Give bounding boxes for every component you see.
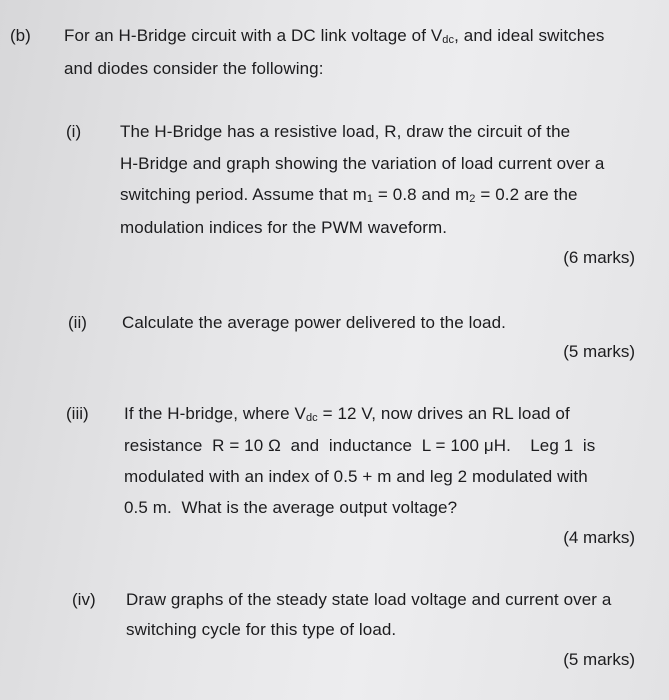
question-i-line-4: modulation indices for the PWM waveform. <box>120 218 448 237</box>
part-label: (b) <box>10 26 31 45</box>
question-i-line-3: switching period. Assume that $m_1 = 0.8$ and $m_2 = 0.2$ are the <box>120 185 578 205</box>
question-iv-label: (iv) <box>72 590 96 609</box>
question-i-label: (i) <box>66 122 82 141</box>
question-iii-line-1: If the H-bridge, where $V_{dc} = 12$ V, now drives an RL load of <box>124 404 570 424</box>
question-iii-line-4: 0.5 m. What is the average output voltage? <box>124 498 458 517</box>
question-i-line-2: H-Bridge and graph showing the variation of load current over a <box>120 154 605 173</box>
question-ii-marks: (5 marks) <box>563 342 635 361</box>
question-iii-label: (iii) <box>66 404 89 423</box>
intro-line-2: and diodes consider the following: <box>64 59 324 78</box>
question-iv-marks: (5 marks) <box>563 650 635 669</box>
question-iii-marks: (4 marks) <box>563 528 635 547</box>
question-iii-line-2: resistance R = 10 Ω and inductance L = 100 μH. Leg 1 is <box>124 436 596 455</box>
question-iii-line-3: modulated with an index of 0.5 + m and leg 2 modulated with <box>124 467 588 486</box>
question-iv-line-1: Draw graphs of the steady state load voltage and current over a <box>126 590 612 609</box>
question-i-line-1: The H-Bridge has a resistive load, R, draw the circuit of the <box>120 122 571 141</box>
question-ii-line-1: Calculate the average power delivered to the load. <box>122 313 506 332</box>
question-iv-line-2: switching cycle for this type of load. <box>126 620 397 639</box>
question-i-marks: (6 marks) <box>563 248 635 267</box>
question-ii-label: (ii) <box>68 313 87 332</box>
intro-line-1: For an H-Bridge circuit with a DC link voltage of $V_{dc}$, and ideal switches <box>64 26 605 46</box>
